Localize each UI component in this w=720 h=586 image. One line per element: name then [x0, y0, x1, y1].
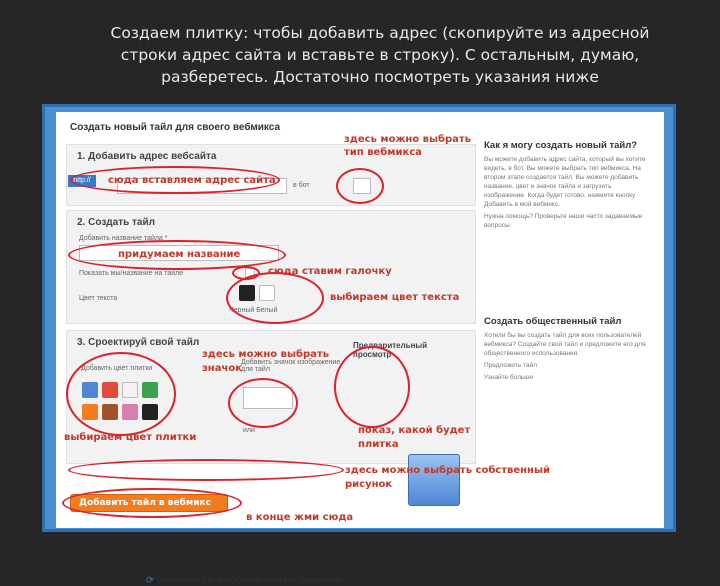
sidebar-public	[484, 316, 654, 382]
ring-webmix-type	[336, 168, 384, 204]
slide-title: Создаем плитку: чтобы добавить адрес (скопируйте из адресной строки адрес сайта и вставьте в строку). С остальным, думаю, разберетесь. Достаточно посмотреть указания ниже	[110, 24, 650, 86]
sidebar-q2-note[interactable]: Предложить тайл	[484, 362, 538, 369]
ring-paste-url	[70, 166, 280, 194]
annotation-checkbox: сюда ставим галочку	[268, 266, 392, 277]
add-tile-button[interactable]: Добавить тайл в вебмикс	[70, 494, 228, 512]
show-name-label: Показать мы/название на тайле	[79, 270, 184, 277]
preview-label: Предварительный просмотр	[353, 341, 428, 359]
sidebar-help	[484, 140, 654, 230]
sidebar-q1-note[interactable]: Нужна помощь? Проверьте наши часто задаваемые вопросы.	[484, 213, 643, 229]
name-label: Добавить название тайла *	[79, 235, 168, 242]
annotation-icon: здесь можно выбрать значок	[202, 349, 330, 374]
annotation-webmix-type: здесь можно выбрать тип вебмикса	[344, 134, 472, 158]
upload-link[interactable]	[146, 575, 343, 586]
text-color-options: Черный Белый	[229, 307, 278, 314]
sidebar-q1-text: Вы можете добавить адрес сайта, который вы хотите видеть, в бот. Вы можете выбрать тип вебмикса. На втором этапе создается тайл. Вы можете добавить название, цвет и значок тайла и загрузить изображение. Когда будет готово, нажмите кнопку Добавить в мой вебмикс.	[484, 156, 646, 208]
add-color-label: Добавить цвет плитки	[81, 365, 153, 372]
ring-add-button	[62, 488, 242, 518]
ring-text-color	[226, 272, 324, 324]
ring-upload	[68, 459, 344, 481]
ring-name	[68, 240, 286, 270]
icon-label: Добавить значок изображение для тайл	[241, 359, 341, 373]
section2-title: 2. Создать тайл	[77, 217, 155, 228]
annotation-text-color: выбираем цвет текста	[330, 292, 460, 303]
or-label: или	[243, 427, 255, 434]
annotation-own-image: здесь можно выбрать собственный рисунок	[345, 465, 550, 490]
ring-preview	[334, 346, 410, 428]
annotation-paste-url: сюда вставляем адрес сайта	[108, 175, 276, 186]
panel-heading: Создать новый тайл для своего вебмикса	[70, 122, 281, 133]
url-prefix-button[interactable]: http://	[68, 175, 96, 187]
sidebar-q2-note2[interactable]: Узнайте больше	[484, 374, 534, 381]
annotation-name: придумаем название	[118, 249, 241, 260]
upload-icon: ⟳	[146, 575, 154, 586]
sidebar-q1-title: Как я могу создать новый тайл?	[484, 140, 638, 151]
ring-icon	[228, 378, 298, 428]
section1-title: 1. Добавить адрес вебсайта	[77, 151, 217, 162]
sidebar-q2-title: Создать общественный тайл	[484, 316, 622, 327]
annotation-tile-color: выбираем цвет плитки	[64, 432, 197, 443]
text-color-label: Цвет текста	[79, 295, 118, 302]
section3-title: 3. Сроектируй свой тайл	[77, 337, 200, 348]
sidebar-q2-text: Хотели бы вы создать тайл для всех пользователей вебмикса? Создайте свой тайл и предложите его для общественного использования.	[484, 332, 646, 357]
annotation-preview: показ, какой будет плитка	[358, 425, 471, 450]
ring-tile-color	[66, 352, 176, 436]
url-suffix: в бот	[293, 182, 310, 189]
upload-label: Загрузите свое собственное изображение	[156, 575, 343, 586]
annotation-finish: в конце жми сюда	[246, 512, 354, 523]
